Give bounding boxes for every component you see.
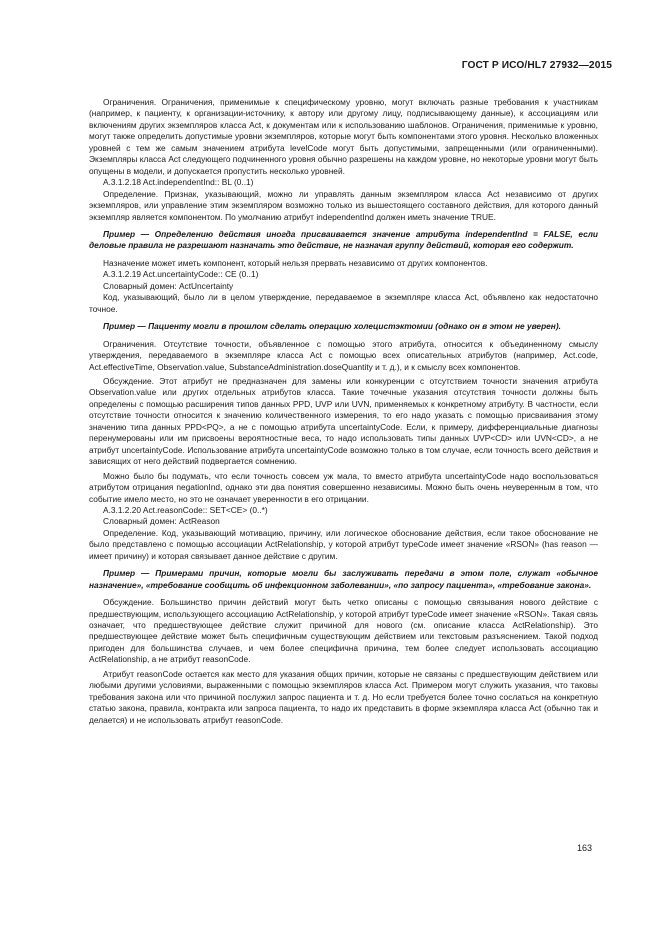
body-paragraph: Словарный домен: ActUncertainty [103,280,234,291]
body-paragraph: Обсуждение. Большинство причин действий могут быть четко описаны с помощью связывания нового действие с предшествующим, использующего ассоциацию ActRelationship, у которой атрибут typeCode имеет значение «RSON». Такая связь означает, что предшествующее действие служит причиной для нового (см. описание класса ActRelationship). Это предшествующее действие может быть специфичным существующим действием или текстовым разъяснением. Такой подход пригоден для большинства случаев, и чем более специфична причина, тем более следует использовать ассоциацию ActRelationship, а не атрибут reasonCode. [89,597,598,665]
example-paragraph: Пример — Пациенту могли в прошлом сделать операцию холецистэктомии (однако он в этом не уверен). [103,321,561,332]
body-paragraph: A.3.1.2.18 Act.independentInd:: BL (0..1) [103,177,254,188]
body-paragraph: Ограничения. Ограничения, применимые к специфическому уровню, могут включать разные требования к участникам (например, к пациенту, к организации-источнику, к автору или другому лицу, подписывающему данные), к ассоциациям или включениям других экземпляров класса Act, к документам или к использованию шаблонов. Ограничения, применимые к уровню, могут также определить допустимые уровни экземпляров, которые могут быть компонентами этого уровня. Несколько вложенных уровней с тем же самым значением атрибута levelCode могут быть допустимыми, запрещенными (или ограниченными). Экземпляры класса Act следующего подчиненного уровня обычно разрешены на каждом уровне, но некоторые уровни могут быть опущены в модели, и допускается пропустить несколько уровней. [89,97,598,176]
example-paragraph: Пример — Примерами причин, которые могли бы заслуживать передачи в этом поле, служат «обычное назначение», «требование сообщить об инфекционном заболевании», «по запросу пациента», «требование закона». [89,568,598,590]
body-paragraph: Определение. Признак, указывающий, можно ли управлять данным экземпляром класса Act независимо от других экземпляров, или управление этим экземпляром возможно только из вышестоящего составного действия, для которого данный экземпляр является компонентом. По умолчанию атрибут independentInd должен иметь значение TRUE. [89,188,598,222]
document-header: ГОСТ Р ИСО/HL7 27932—2015 [461,60,612,71]
body-paragraph: Словарный домен: ActReason [103,516,220,527]
body-paragraph: Назначение может иметь компонент, который нельзя прервать независимо от других компонентов. [103,257,488,268]
document-body [89,97,598,726]
body-paragraph: A.3.1.2.19 Act.uncertaintyCode:: CE (0..1) [103,269,259,280]
body-paragraph: Код, указывающий, было ли в целом утверждение, передаваемое в экземпляре класса Act, объявлено как недостаточно точное. [89,292,598,314]
body-paragraph: Ограничения. Отсутствие точности, объявленное с помощью этого атрибута, относится к объединенному смыслу утверждения, передаваемого в экземпляре класса Act с помощью всех описательных атрибутов (например, Act.code, Act.effectiveTime, Observation.value, SubstanceAdministration.doseQuantity и т. д.), и к смыслу всех компонентов. [89,338,598,372]
body-paragraph: A.3.1.2.20 Act.reasonCode:: SET<CE> (0..*) [103,504,268,515]
body-paragraph: Определение. Код, указывающий мотивацию, причину, или логическое обоснование действия, если такое обоснование не было представлено с помощью ассоциации ActRelationship, у которой атрибут typeCode имеет значение «RSON» (has reason — имеет причину) и которая связывает данное действие с другим. [89,527,598,561]
body-paragraph: Можно было бы подумать, что если точность совсем уж мала, то вместо атрибута uncertaintyCode надо воспользоваться атрибутом отрицания negationInd, однако эти два понятия совершенно независимы. Можно быть очень неуверенным в том, что событие имело место, но это не означает уверенности в его отрицании. [89,470,598,504]
page-number: 163 [577,843,593,853]
body-paragraph: Атрибут reasonCode остается как место для указания общих причин, которые не связаны с предшествующим действием или любыми другими условиями, выраженными с помощью экземпляров класса Act. Примером могут служить указания, что таковы требования закона или что причиной послужил запрос пациента и т. д. Но если требуется более точно сослаться на конкретную статью закона, правила, контракта или запроса пациента, то надо их представить в форме экземпляра класса Act (обычно так и делается) и не использовать атрибут reasonCode. [89,668,598,725]
body-paragraph: Обсуждение. Этот атрибут не предназначен для замены или конкуренции с отсутствием точности значения атрибута Observation.value или других отдельных атрибутов класса. Такие точечные указания отсутствия точности должны быть определены с помощью расширения типов данных PPD, UVP или UVN, применяемых к конкретному атрибуту. В частности, если отсутствие точности относится к значению количественного измерения, то его надо указать с помощью присваивания этому значению типа данных PPD<PQ>, а не с помощью атрибута uncertaintyCode. Если, к примеру, дифференциальные диагнозы перенумерованы или им присвоены вероятностные веса, то надо использовать типы данных UVP<CD> или UVN<CD>, а не атрибут uncertaintyCode. Использование атрибута uncertaintyCode возможно только в том случае, если точность всего действия и зависящих от него действий подвергается сомнению. [89,375,598,467]
example-paragraph: Пример — Определению действия иногда присваивается значение атрибута independentInd = FALSE, если деловые правила не разрешают назначать это действие, не назначая группу действий, которая его содержит. [89,228,598,251]
